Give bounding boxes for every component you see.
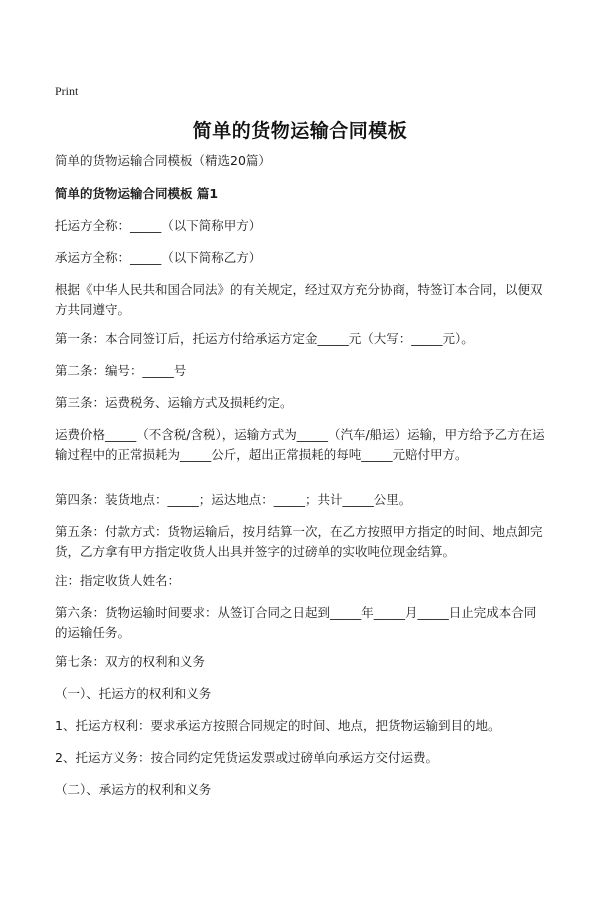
paragraph: 第四条：装货地点：_____；运达地点：_____；共计_____公里。 (55, 492, 412, 507)
paragraph: 第五条：付款方式：货物运输后，按月结算一次，在乙方按照甲方指定的时间、地点卸完货，乙方拿有甲方指定收货人出具并签字的过磅单的实收吨位现金结算。 (55, 524, 543, 559)
paragraph: 第一条：本合同签订后，托运方付给承运方定金_____元（大写：_____元）。 (55, 331, 474, 346)
paragraph: 1、托运方权利：要求承运方按照合同规定的时间、地点，把货物运输到目的地。 (55, 718, 501, 733)
print-label[interactable]: Print (55, 84, 79, 98)
paragraph: 2、托运方义务：按合同约定凭货运发票或过磅单向承运方交付运费。 (55, 750, 438, 765)
paragraph: 第二条：编号：_____号 (55, 363, 187, 378)
paragraph: 注：指定收货人姓名： (55, 573, 181, 588)
paragraph: 第三条：运费税务、运输方式及损耗约定。 (55, 395, 293, 410)
paragraph: 承运方全称：_____（以下简称乙方） (55, 250, 262, 265)
document-subtitle: 简单的货物运输合同模板（精选20篇） (55, 153, 271, 168)
paragraph: （一）、托运方的权利和义务 (55, 686, 212, 701)
paragraph: 根据《中华人民共和国合同法》的有关规定，经过双方充分协商，特签订本合同，以便双方共同遵守。 (55, 282, 543, 317)
section-heading: 简单的货物运输合同模板 篇1 (55, 186, 219, 201)
paragraph: （二）、承运方的权利和义务 (55, 782, 212, 797)
paragraph: 托运方全称：_____（以下简称甲方） (55, 218, 262, 233)
paragraph: 第六条：货物运输时间要求：从签订合同之日起到_____年_____月_____日止完成本合同的运输任务。 (55, 605, 537, 640)
paragraph: 运费价格_____（不含税/含税），运输方式为_____（汽车/船运）运输，甲方给予乙方在运输过程中的正常损耗为_____公斤，超出正常损耗的每吨_____元赔付甲方。 (55, 427, 545, 462)
paragraph: 第七条：双方的权利和义务 (55, 654, 206, 669)
document-title: 简单的货物运输合同模板 (192, 120, 408, 142)
